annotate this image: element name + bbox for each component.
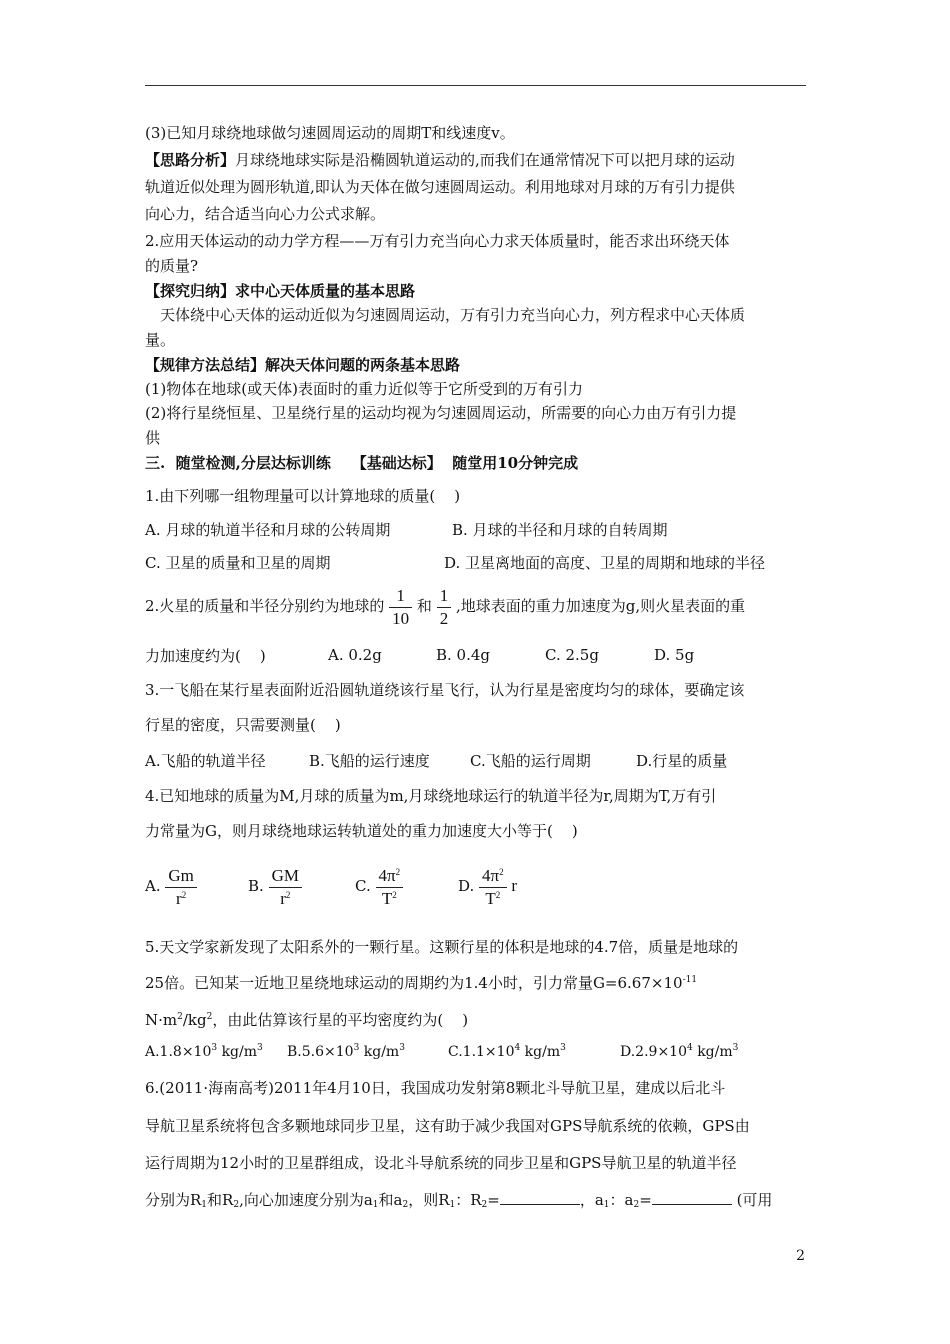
text-line: (2)将行星绕恒星、卫星绕行星的运动均视为匀速圆周运动，所需要的向心力由万有引力提	[145, 404, 737, 422]
text-line: 供	[145, 429, 161, 447]
question-6-stem-line3: 运行周期为12小时的卫星群组成，设北斗导航系统的同步卫星和GPS导航卫星的轨道半径	[145, 1154, 737, 1172]
formula-4pi2-over-t2	[376, 865, 404, 910]
question-1-stem: 1.由下列哪一组物理量可以计算地球的质量( )	[145, 487, 461, 505]
question-3-option-a: A.飞船的轨道半径	[145, 752, 266, 770]
option-letter: C.	[355, 877, 371, 895]
section-heading: 三. 随堂检测,分层达标训练 【基础达标】 随堂用10分钟完成	[145, 454, 579, 472]
fraction-numerator: GM	[269, 865, 302, 888]
fraction-denominator: 2	[439, 608, 449, 628]
fraction-denominator: $r^2$	[176, 888, 187, 908]
fraction-denominator: $T^2$	[485, 888, 501, 908]
formula-gm-big-over-r2	[269, 865, 302, 910]
section-heading: 【探究归纳】求中心天体质量的基本思路	[145, 282, 416, 300]
fraction-numerator: Gm	[165, 865, 197, 888]
answer-blank-r-ratio[interactable]	[500, 1190, 580, 1205]
question-4-option-c	[355, 862, 403, 910]
question-4-option-d	[458, 862, 517, 910]
question-5-stem-line3: $N\cdot m^2/kg^2$，由此估算该行星的平均密度约为( )	[145, 1011, 469, 1029]
option-letter: D.	[458, 877, 475, 895]
section-heading: 【思路分析】	[145, 151, 236, 169]
question-1-option-a: A. 月球的轨道半径和月球的公转周期	[145, 521, 391, 539]
question-4-stem: 4.已知地球的质量为M,月球的质量为m,月球绕地球运行的轨道半径为r,周期为T,万有引	[145, 787, 717, 805]
text-line: 向心力，结合适当向心力公式求解。	[145, 205, 386, 223]
formula-gm-over-r2	[165, 865, 197, 910]
option-letter: B.	[248, 877, 264, 895]
option-letter: A.	[145, 877, 161, 895]
fraction-numerator: $4\pi^2$	[376, 865, 404, 888]
question-5-option-d: $D.2.9\times 10^4$ $kg/m^3$	[620, 1043, 739, 1060]
question-6-stem: 6.(2011·海南高考)2011年4月10日，我国成功发射第8颗北斗导航卫星，建成以后北斗	[145, 1079, 726, 1097]
fraction-denominator: $T^2$	[381, 888, 397, 908]
question-3-option-c: C.飞船的运行周期	[470, 752, 591, 770]
question-3-option-b: B.飞船的运行速度	[309, 752, 430, 770]
text-line: 2.应用天体运动的动力学方程——万有引力充当向心力求天体质量时，能否求出环绕天体	[145, 232, 730, 250]
question-2-option-b: B. 0.4g	[436, 646, 491, 664]
question-2-text: 和	[416, 597, 432, 615]
page-number: 2	[796, 1248, 805, 1264]
fraction-denominator: $r^2$	[280, 888, 291, 908]
question-6-stem-line4: 分别为$R_1$和$R_2$,向心加速度分别为$a_1$和$a_2$，则$R_1$：$R_2=$ ，$a_1$：$a_2=$ (可用	[145, 1191, 773, 1210]
question-1-option-c: C. 卫星的质量和卫星的周期	[145, 554, 331, 572]
question-5-option-c: $C.1.1\times 10^4$ $kg/m^3$	[448, 1043, 566, 1060]
question-1-option-b: B. 月球的半径和月球的自转周期	[452, 521, 668, 539]
fraction-numerator: $4\pi^2$	[479, 865, 507, 888]
section-heading: 【规律方法总结】解决天体问题的两条基本思路	[145, 356, 461, 374]
question-2-option-c: C. 2.5g	[545, 646, 599, 664]
text-line: 的质量?	[145, 257, 199, 275]
fraction-numerator: 1	[437, 585, 452, 608]
question-4-option-a	[145, 862, 197, 910]
text-line: 天体绕中心天体的运动近似为匀速圆周运动，万有引力充当向心力，列方程求中心天体质	[160, 306, 746, 324]
text-line: 量。	[145, 331, 176, 349]
question-4-stem-line2: 力常量为G，则月球绕地球运转轨道处的重力加速度大小等于( )	[145, 822, 578, 840]
formula-4pi2-over-t2-times-r	[479, 865, 507, 910]
fraction-denominator: 10	[392, 608, 410, 628]
answer-blank-a-ratio[interactable]	[652, 1190, 732, 1205]
text-line: 轨道近似处理为圆形轨道,即认为天体在做匀速圆周运动。利用地球对月球的万有引力提供	[145, 178, 735, 196]
question-2-text: ,地球表面的重力加速度为g,则火星表面的重	[455, 597, 746, 615]
text-line: (1)物体在地球(或天体)表面时的重力近似等于它所受到的万有引力	[145, 380, 583, 398]
question-2-text: 2.火星的质量和半径分别约为地球的	[145, 597, 385, 615]
text-line	[145, 150, 810, 170]
question-5-option-b: $B.5.6\times 10^3$ $kg/m^3$	[287, 1043, 405, 1060]
formula-factor-r: r	[511, 876, 518, 895]
question-1-option-d: D. 卫星离地面的高度、卫星的周期和地球的半径	[444, 554, 766, 572]
question-2-line2: 力加速度约为( )	[145, 647, 266, 665]
question-2-stem	[145, 584, 810, 630]
fraction-one-tenth	[389, 585, 412, 630]
question-5-stem: 5.天文学家新发现了太阳系外的一颗行星。这颗行星的体积是地球的4.7倍，质量是地球的	[145, 938, 739, 956]
fraction-one-half	[437, 585, 452, 630]
fraction-numerator: 1	[389, 585, 412, 608]
question-5-stem-line2: 25倍。已知某一近地卫星绕地球运动的周期约为1.4小时，引力常量$G=6.67\times 10^{-11}$	[145, 974, 698, 992]
question-3-stem-line2: 行星的密度，只需要测量( )	[145, 716, 341, 734]
text-line: (3)已知月球绕地球做匀速圆周运动的周期T和线速度v。	[145, 124, 515, 142]
question-4-option-b	[248, 862, 302, 910]
question-3-option-d: D.行星的质量	[636, 752, 728, 770]
question-3-stem: 3.一飞船在某行星表面附近沿圆轨道绕该行星飞行，认为行星是密度均匀的球体，要确定该	[145, 681, 745, 699]
paragraph-text: 月球绕地球实际是沿椭圆轨道运动的,而我们在通常情况下可以把月球的运动	[235, 151, 735, 169]
question-6-stem-line2: 导航卫星系统将包含多颗地球同步卫星，这有助于减少我国对GPS导航系统的依赖，GPS由	[145, 1117, 750, 1135]
question-2-option-d: D. 5g	[654, 646, 695, 664]
question-2-option-a: A. 0.2g	[328, 646, 382, 664]
question-5-option-a: $A.1.8\times 10^3$ $kg/m^3$	[145, 1043, 263, 1060]
header-rule	[145, 85, 806, 86]
